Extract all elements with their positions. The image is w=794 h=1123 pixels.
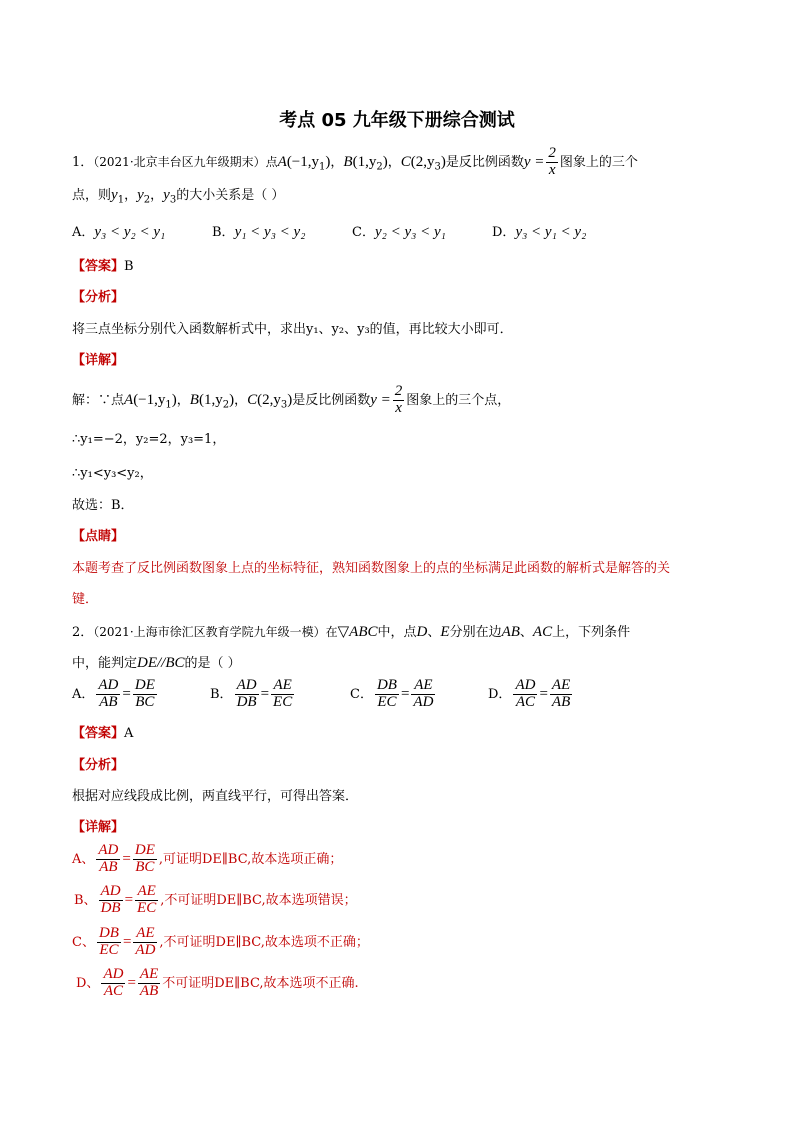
- q1-option-d: D．y₃ < y₁ < y₂: [492, 224, 587, 240]
- q2-stem-line2: 中，能判定DE//BC的是（ ）: [72, 655, 241, 671]
- q1-number: 1．: [72, 154, 94, 170]
- q1-comment-line2: 键．: [72, 592, 99, 607]
- q1-answer-line: 【答案】B: [72, 259, 134, 274]
- q2-number: 2．: [72, 625, 94, 640]
- q2-detail-tag: 【详解】: [72, 820, 125, 835]
- q1-detail-tag: 【详解】: [72, 353, 125, 368]
- q1-option-c: C．y₂ < y₃ < y₁: [352, 224, 446, 240]
- q2-detail-b: B、 $\frac{AD}{DB}$ = $\frac{AE}{EC}$ ,不可证明DE∥BC,故本选项错误；: [74, 883, 357, 916]
- q2-source: （2021·上海市徐汇区教育学院九年级一模）在: [93, 625, 338, 639]
- q1-stem-line1: 1．（2021·北京丰台区九年级期末）点$A(-1,y_1)$，$B(1,y_2)$，$C(2,y_3)$是反比例函数y = $\frac{2}{x}$ 图象上的三个: [72, 145, 638, 178]
- q2-answer-line: 【答案】A: [72, 726, 134, 741]
- q1-detail-step1: ∴y₁=−2，y₂=2，y₃=1，: [72, 432, 226, 447]
- q1-point-a: A: [277, 153, 287, 170]
- q1-comment-line1: 本题考查了反比例函数图象上点的坐标特征，熟知函数图象上的点的坐标满足此函数的解析式是解答的关: [72, 561, 671, 576]
- q2-analysis-tag: 【分析】: [72, 758, 125, 773]
- q2-stem-line1: 2．（2021·上海市徐汇区教育学院九年级一模）在▽ABC中，点D、E分别在边AB、AC上，下列条件: [72, 624, 631, 640]
- q1-source: （2021·北京丰台区九年级期末）点: [93, 154, 278, 169]
- q2-option-a: A． $\frac{AD}{AB}$ = $\frac{DE}{BC}$: [72, 677, 155, 710]
- q2-options: [72, 678, 574, 711]
- q1-detail-step2: ∴y₁<y₃<y₂，: [72, 466, 153, 481]
- q1-analysis-text: 将三点坐标分别代入函数解析式中，求出y₁、y₂、y₃的值，再比较大小即可．: [72, 322, 513, 337]
- q1-option-b: B．y₁ < y₃ < y₂: [212, 224, 306, 240]
- q2-analysis-text: 根据对应线段成比例，两直线平行，可得出答案．: [72, 789, 359, 804]
- q1-point-c: C: [400, 153, 411, 170]
- q2-answer: A: [124, 726, 134, 741]
- q1-func-fraction: $\frac{2}{x}$: [548, 145, 556, 178]
- q1-stem-line2: 点，则$y_1$，$y_2$，$y_3$的大小关系是（ ）: [72, 187, 285, 206]
- q2-triangle: ▽ABC: [337, 624, 378, 640]
- q2-detail-c: C、 $\frac{DB}{EC}$ = $\frac{AE}{AD}$ ,不可证明DE∥BC,故本选项不正确；: [72, 925, 369, 958]
- q1-answer: B: [124, 259, 134, 274]
- q1-point-b: B: [343, 153, 353, 170]
- q1-option-a: A．y₃ < y₂ < y₁: [72, 224, 166, 240]
- q1-detail-line1: 解：∵点$A(-1,y_1)$，$B(1,y_2)$，$C(2,y_3)$是反比例函数y = $\frac{2}{x}$ 图象上的三个点，: [72, 383, 511, 416]
- q2-option-c: C． $\frac{DB}{EC}$ = $\frac{AE}{AD}$: [350, 677, 434, 710]
- q2-option-d: D． $\frac{AD}{AC}$ = $\frac{AE}{AB}$: [488, 677, 571, 710]
- page-title: 考点 05 九年级下册综合测试: [279, 110, 515, 131]
- q2-detail-d: D、 $\frac{AD}{AC}$ = $\frac{AE}{AB}$ 不可证明DE∥BC,故本选项不正确.: [76, 966, 359, 999]
- q1-options: [72, 223, 586, 241]
- q1-detail-step3: 故选：B．: [72, 498, 134, 513]
- q2-option-b: B． $\frac{AD}{DB}$ = $\frac{AE}{EC}$: [210, 677, 293, 710]
- q2-detail-a: A、 $\frac{AD}{AB}$ = $\frac{DE}{BC}$ ,可证明DE∥BC,故本选项正确；: [72, 842, 343, 875]
- q1-comment-tag: 【点睛】: [72, 529, 125, 544]
- q1-analysis-tag: 【分析】: [72, 290, 125, 305]
- q1-func-lhs: y =: [523, 153, 545, 170]
